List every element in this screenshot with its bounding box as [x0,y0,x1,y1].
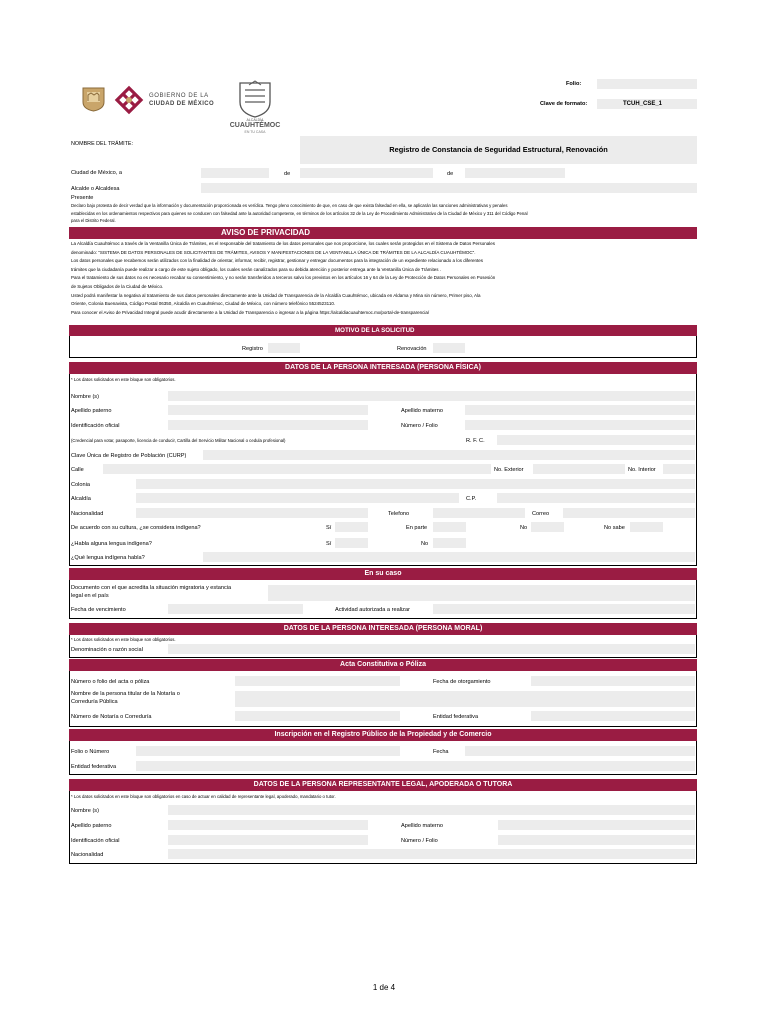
gov-logo-line1: GOBIERNO DE LA [149,93,209,99]
rep-apellido-materno-label: Apellido materno [401,823,443,829]
fecha-otorgamiento-label: Fecha de otorgamiento [433,679,491,685]
vencimiento-field[interactable] [168,604,303,614]
apellido-materno-field[interactable] [465,405,695,415]
rp-folio-field[interactable] [136,746,400,756]
dia-field[interactable] [201,168,269,178]
privacy-line: Para el tratamiento de sus datos no es necesario recabar su consentimiento, y no serán transferidos a terceros salvo los previstos en los artículos 16 y 64 de la Ley de Protección de Datos Personales en Posesión [71,275,496,281]
colonia-label: Colonia [71,482,90,488]
identificacion-field[interactable] [168,420,368,430]
fecha-otorgamiento-field[interactable] [531,676,695,686]
rep-nacionalidad-label: Nacionalidad [71,852,104,858]
privacy-line: Para conocer el Aviso de Privacidad Integral puede acudir directamente a la Unidad de Transparencia o ingresar a la página https://alcaldiacuauhtemoc.mx/portal-de-transparencia/ [71,309,430,315]
acta-numero-field[interactable] [235,676,400,686]
numero-folio-label: Número / Folio [401,423,438,429]
acta-entidad-field[interactable] [531,711,695,721]
rep-numero-folio-label: Número / Folio [401,838,438,844]
actividad-label: Actividad autorizada a realizar [335,607,410,613]
documento-label-1: Documento con el que acredita la situación migratoria y estancia [71,585,232,591]
mes-field[interactable] [300,168,433,178]
clave-label: Clave de formato: [540,101,588,107]
acta-title: Acta Constitutiva o Póliza [69,659,697,671]
alcaldia-field[interactable] [136,493,459,503]
no-interior-label: No. Interior [628,467,656,473]
apellido-paterno-label: Apellido paterno [71,408,112,414]
identificacion-label: Identificación oficial [71,423,120,429]
rep-identificacion-label: Identificación oficial [71,838,120,844]
telefono-label: Telefono [388,511,410,517]
fisica-title: DATOS DE LA PERSONA INTERESADA (PERSONA FÍSICA) [69,362,697,374]
declaration-line: establecidas en los ordenamientos respectivos para quienes se conducen con falsedad ante la autoridad competente, en términos de los artículos 32 de la Ley de Procedimiento Administrativo de la Ciudad de México y 311 del Código Penal [71,210,528,216]
correo-field[interactable] [563,508,695,518]
rp-entidad-label: Entidad federativa [71,764,117,770]
folio-field[interactable] [597,79,697,89]
ciudad-label: Ciudad de México, a [71,170,122,176]
denominacion-field[interactable] [168,644,695,654]
indigena-no-label: No [520,525,528,531]
numero-folio-field[interactable] [465,420,695,430]
rep-apellido-materno-field[interactable] [498,820,695,830]
que-lengua-field[interactable] [203,552,695,562]
privacy-line: denominado: "SISTEMA DE DATOS PERSONALES DE SOLICITANTES DE TRÁMITES, AVISOS Y MANIFESTACIONES DE LA VENTANILLA ÚNICA DE TRÁMITES DE LA ALCALDÍA CUAUHTÉMOC". [71,249,476,255]
privacy-line: trámites que la ciudadanía puede realizar a cargo de este sujeto obligado, los cuales serán canalizados para su debida atención y posterior entrega ante la Ventanilla Única de Trámites . [71,266,441,272]
declaration-line: para el Distrito Federal. [71,218,116,224]
clave-field: TCUH_CSE_1 [597,99,697,109]
indigena-no-sabe-label: No sabe [604,525,625,531]
cdmx-knot-logo [114,85,144,115]
lengua-no-checkbox[interactable] [433,538,466,548]
de-label-2: de [447,171,454,177]
registro-checkbox[interactable] [268,343,300,353]
lengua-question: ¿Habla alguna lengua indígena? [71,541,152,547]
privacy-line: Los datos personales que recabemos serán utilizados con la finalidad de orientar, informar, recibir, registrar, gestionar y entregar documentos para la integración de un expediente relacionado a los diferentes [71,258,483,264]
representante-title: DATOS DE LA PERSONA REPRESENTANTE LEGAL, APODERADA O TUTORA [69,779,697,791]
representante-note: * Los datos solicitados en este bloque son obligatorios en caso de actuar en calidad de representante legal, apoderado, mandatario o tutor. [71,794,336,799]
nacionalidad-label: Nacionalidad [71,511,104,517]
privacy-text [71,240,697,317]
en-su-caso-title: En su caso [69,568,697,580]
fisica-note: * Los datos solicitados en este bloque son obligatorios. [71,377,176,382]
folio-label: Folio: [566,81,582,87]
no-exterior-field[interactable] [533,464,625,474]
apellido-materno-label: Apellido materno [401,408,443,414]
rp-folio-label: Folio o Número [71,749,110,755]
documento-field[interactable] [268,585,695,601]
gov-logo-line2: CIUDAD DE MÉXICO [149,101,215,107]
registro-publico-title: Inscripción en el Registro Público de la Propiedad y de Comercio [69,729,697,741]
nombre-label: Nombre (s) [71,394,99,400]
acta-numero-label: Número o folio del acta o póliza [71,679,150,685]
alcaldia-logo-name: CUAUHTÉMOC [229,122,281,129]
lengua-si-checkbox[interactable] [335,538,368,548]
cp-field[interactable] [497,493,695,503]
titular-label-2: Correduría Pública [71,699,118,705]
cp-label: C.P. [466,496,477,502]
numero-notaria-field[interactable] [235,711,400,721]
rp-entidad-field[interactable] [136,761,695,771]
renovacion-label: Renovación [397,346,427,352]
alcaldia-label: Alcaldía [71,496,91,502]
rep-nombre-label: Nombre (s) [71,808,99,814]
tramite-label: NOMBRE DEL TRÁMITE: [71,141,133,147]
alcaldia-logo [227,80,283,136]
curp-field[interactable] [203,450,695,460]
que-lengua-question: ¿Qué lengua indígena habla? [71,555,145,561]
nacionalidad-field[interactable] [136,508,368,518]
rep-nacionalidad-field[interactable] [168,849,695,859]
alcalde-field[interactable] [201,183,697,193]
declaration-text [71,202,697,225]
renovacion-checkbox[interactable] [433,343,465,353]
rep-nombre-field[interactable] [168,805,695,815]
vencimiento-label: Fecha de vencimiento [71,607,126,613]
privacy-line: Usted podrá manifestar la negativa al tratamiento de sus datos personales directamente ante la Unidad de Transparencia de la Alcaldía Cuauhtémoc, ubicada en Aldama y Mina sin número, Primer piso, Ala [71,292,481,298]
registro-label: Registro [242,346,263,352]
calle-field[interactable] [103,464,491,474]
lengua-si-label: Sí [326,541,332,547]
titular-field[interactable] [235,691,695,707]
denominacion-label: Denominación o razón social [71,647,143,653]
rfc-label: R. F. C. [466,438,485,444]
no-interior-field[interactable] [663,464,695,474]
rep-identificacion-field[interactable] [168,835,368,845]
anio-field[interactable] [465,168,565,178]
alcaldia-logo-top: ALCALDÍA [246,118,264,122]
documento-label-2: legal en el país [71,593,109,599]
alcaldia-logo-sub: EN TU CASA [244,130,266,134]
indigena-no-checkbox[interactable] [531,522,564,532]
calle-label: Calle [71,467,84,473]
indigena-si-checkbox[interactable] [335,522,368,532]
cdmx-shield-logo [81,86,106,112]
curp-label: Clave Única de Registro de Población (CURP) [71,453,187,459]
moral-note: * Los datos solicitados en este bloque son obligatorios. [71,637,176,642]
correo-label: Correo [532,511,550,517]
rep-numero-folio-field[interactable] [498,835,695,845]
acta-entidad-label: Entidad federativa [433,714,479,720]
no-exterior-label: No. Exterior [494,467,524,473]
nombre-field[interactable] [168,391,695,401]
rp-fecha-field[interactable] [465,746,695,756]
tramite-title: Registro de Constancia de Seguridad Estructural, Renovación [300,136,697,164]
credencial-note: (Credencial para votar, pasaporte, licencia de conducir, Cartilla del Servicio Militar Nacional o cedula profesional) [71,438,286,443]
indigena-question: De acuerdo con su cultura, ¿se considera indígena? [71,525,201,531]
actividad-field[interactable] [433,604,695,614]
indigena-si-label: Sí [326,525,332,531]
privacy-line: La Alcaldía Cuauhtémoc a través de la Ventanilla Única de Trámites, es el responsable del tratamiento de los datos personales que nos proporcione, los cuales serán protegidos en el Sistema de Datos Personales [71,241,495,246]
rep-apellido-paterno-label: Apellido paterno [71,823,112,829]
moral-title: DATOS DE LA PERSONA INTERESADA (PERSONA MORAL) [69,623,697,635]
page-number: 1 de 4 [372,983,396,992]
indigena-en-parte-label: En parte [406,525,428,531]
apellido-paterno-field[interactable] [168,405,368,415]
de-label-1: de [284,171,291,177]
indigena-no-sabe-checkbox[interactable] [630,522,663,532]
titular-label-1: Nombre de la persona titular de la Notaría o [71,691,180,697]
privacy-line: Oriente, Colonia Buenavista, Código Postal 06350, Alcaldía en Cuauhtémoc, Ciudad de México, con número telefónico 5524523110. [71,301,336,307]
privacy-line: de Sujetos Obligados de la Ciudad de México. [71,283,164,289]
privacy-title: AVISO DE PRIVACIDAD [69,227,697,239]
declaration-line: Declaro bajo protesta de decir verdad que la información y documentación proporcionada es verídica. Tengo pleno conocimiento de que, en caso de que exista falsedad en ella, se aplicarán las sanciones administrativas y penales [71,203,508,208]
presente-label: Presente [71,195,94,201]
rp-fecha-label: Fecha [433,749,449,755]
lengua-no-label: No [421,541,429,547]
numero-notaria-label: Número de Notaría o Correduría [71,714,152,720]
alcalde-label: Alcalde o Alcaldesa [71,186,120,192]
indigena-en-parte-checkbox[interactable] [433,522,466,532]
telefono-field[interactable] [433,508,525,518]
rep-apellido-paterno-field[interactable] [168,820,368,830]
colonia-field[interactable] [136,479,695,489]
rfc-field[interactable] [497,435,695,445]
motivo-title: MOTIVO DE LA SOLICITUD [69,325,697,336]
